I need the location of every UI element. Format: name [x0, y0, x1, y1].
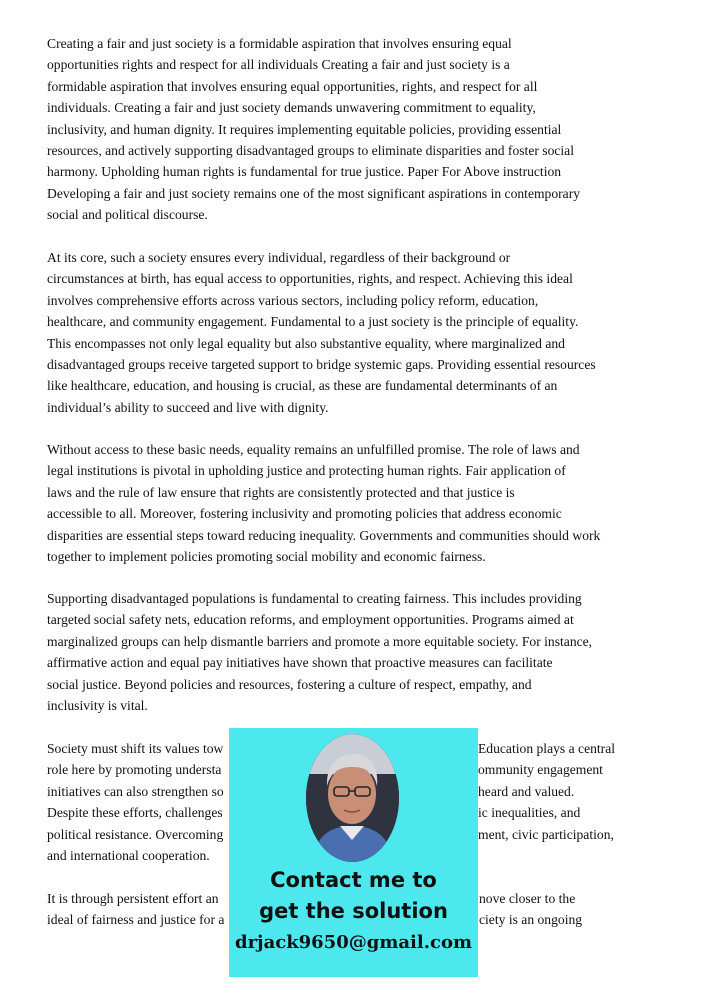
text-line: initiatives can also strengthen so	[47, 783, 224, 799]
text-line: disadvantaged groups receive targeted support to bridge systemic gaps. Providing essential resources	[47, 357, 596, 372]
profile-photo	[306, 734, 399, 862]
ad-heading-line-1: Contact me to	[270, 868, 437, 892]
text-line: healthcare, and community engagement. Fundamental to a just society is the principle of equality.	[47, 314, 579, 330]
text-line: Society must shift its values tow	[47, 741, 224, 756]
text-line: social justice. Beyond policies and resources, fostering a culture of respect, empathy, and	[47, 676, 532, 692]
text-line: Without access to these basic needs, equality remains an unfulfilled promise. The role of laws and	[47, 442, 580, 457]
text-line: Developing a fair and just society remains one of the most significant aspirations in contemporary	[47, 185, 581, 201]
text-line-right: Education plays a central	[478, 741, 616, 756]
text-line: and international cooperation.	[47, 848, 210, 863]
text-line: role here by promoting understa	[47, 762, 222, 778]
person-portrait-icon	[306, 734, 399, 862]
text-line: ideal of fairness and justice for a	[47, 912, 225, 928]
text-line: like healthcare, education, and housing is crucial, as these are fundamental determinants of an	[47, 378, 558, 394]
text-line: involves comprehensive efforts across various sectors, including policy reform, education,	[47, 292, 539, 308]
text-line-right: ciety is an ongoing	[479, 912, 583, 928]
text-line-right: ic inequalities, and	[478, 805, 581, 821]
text-line: affirmative action and equal pay initiatives have shown that proactive measures can facilitate	[47, 655, 553, 671]
text-line: Despite these efforts, challenges	[47, 805, 223, 821]
text-line: targeted social safety nets, education reforms, and employment opportunities. Programs aimed at	[47, 612, 574, 628]
text-line: resources, and actively supporting disadvantaged groups to eliminate disparities and foster social	[47, 143, 574, 158]
text-line: marginalized groups can help dismantle barriers and promote a more equitable society. For instance,	[47, 633, 593, 649]
text-line: laws and the rule of law ensure that rights are consistently protected and that justice is	[47, 484, 515, 500]
text-line: political resistance. Overcoming	[47, 826, 224, 842]
text-line: This encompasses not only legal equality but also substantive equality, where marginalized and	[47, 335, 565, 351]
text-line: legal institutions is pivotal in upholding justice and protecting human rights. Fair application of	[47, 463, 566, 479]
text-line-right: ment, civic participation,	[478, 826, 614, 842]
text-line: Creating a fair and just society is a formidable aspiration that involves ensuring equal	[47, 36, 512, 51]
text-line: opportunities rights and respect for all individuals Creating a fair and just society is a	[47, 57, 510, 73]
text-line: Supporting disadvantaged populations is fundamental to creating fairness. This includes providing	[47, 591, 582, 606]
text-line: inclusivity is vital.	[47, 698, 148, 713]
contact-email-link[interactable]: drjack9650@gmail.com	[234, 932, 473, 953]
text-line: social and political discourse.	[47, 207, 208, 223]
text-line: At its core, such a society ensures every individual, regardless of their background or	[47, 250, 511, 265]
text-line: individuals. Creating a fair and just society demands unwavering commitment to equality,	[47, 100, 536, 116]
text-line: formidable aspiration that involves ensuring equal opportunities, rights, and respect for all	[47, 78, 538, 94]
text-line: individual’s ability to succeed and live with dignity.	[47, 399, 329, 415]
text-line: accessible to all. Moreover, fostering inclusivity and promoting policies that address economic	[47, 506, 562, 522]
text-line-right: heard and valued.	[478, 783, 575, 799]
text-line: together to implement policies promoting social mobility and economic fairness.	[47, 549, 486, 564]
ad-heading-line-2: get the solution	[259, 899, 448, 923]
text-line-right: nove closer to the	[479, 891, 576, 906]
contact-ad-overlay[interactable]	[229, 728, 478, 977]
text-line: disparities are essential steps toward reducing inequality. Governments and communities should work	[47, 527, 601, 543]
text-line: It is through persistent effort an	[47, 891, 219, 906]
text-line: harmony. Upholding human rights is fundamental for true justice. Paper For Above instruction	[47, 164, 562, 180]
text-line: circumstances at birth, has equal access to opportunities, rights, and respect. Achieving this ideal	[47, 271, 573, 287]
text-line-right: ommunity engagement	[478, 762, 603, 778]
text-line: inclusivity, and human dignity. It requires implementing equitable policies, providing essential	[47, 121, 562, 137]
